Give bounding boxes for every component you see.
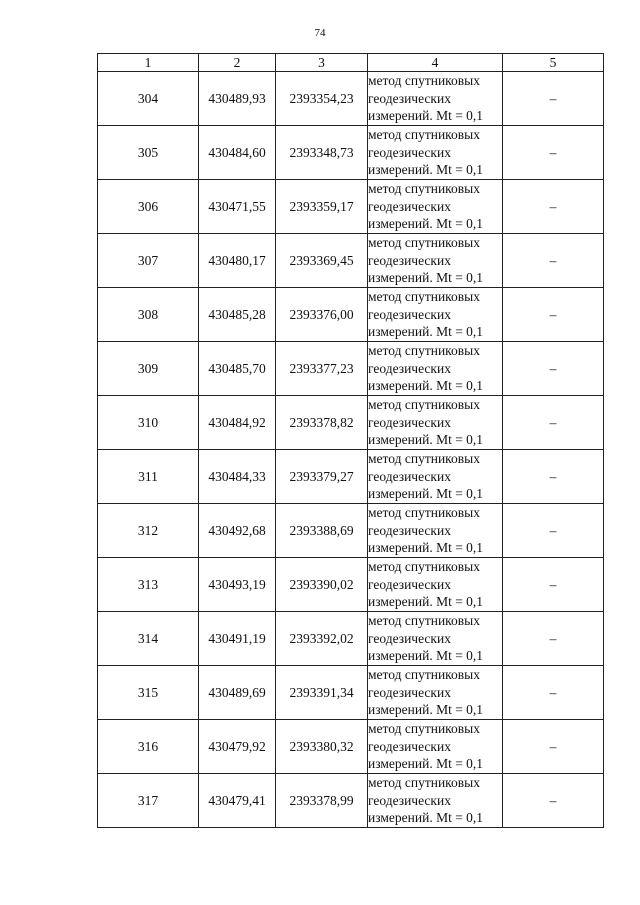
method-line: измерений. Mt = 0,1	[368, 486, 484, 502]
method-line: метод спутниковых	[368, 73, 480, 89]
method-cell	[368, 180, 503, 234]
note-cell: –	[503, 342, 604, 396]
x-coordinate-cell: 430489,93	[199, 72, 276, 126]
x-coordinate-cell: 430485,28	[199, 288, 276, 342]
coordinates-table	[97, 53, 604, 828]
method-line: измерений. Mt = 0,1	[368, 810, 484, 826]
method-line: измерений. Mt = 0,1	[368, 648, 484, 664]
y-coordinate-cell: 2393380,32	[276, 720, 368, 774]
point-number-cell: 312	[98, 504, 199, 558]
method-cell	[368, 342, 503, 396]
y-coordinate-cell: 2393354,23	[276, 72, 368, 126]
x-coordinate-cell: 430479,41	[199, 774, 276, 828]
table-row	[98, 558, 604, 612]
point-number-cell: 308	[98, 288, 199, 342]
note-cell: –	[503, 720, 604, 774]
method-cell	[368, 666, 503, 720]
note-cell: –	[503, 504, 604, 558]
header-col-4: 4	[368, 54, 503, 72]
table-row	[98, 72, 604, 126]
y-coordinate-cell: 2393376,00	[276, 288, 368, 342]
method-line: метод спутниковых	[368, 235, 480, 251]
method-line: метод спутниковых	[368, 289, 480, 305]
method-line: геодезических	[368, 360, 451, 376]
method-line: измерений. Mt = 0,1	[368, 594, 484, 610]
method-line: измерений. Mt = 0,1	[368, 378, 484, 394]
point-number-cell: 310	[98, 396, 199, 450]
x-coordinate-cell: 430493,19	[199, 558, 276, 612]
x-coordinate-cell: 430489,69	[199, 666, 276, 720]
table-row	[98, 234, 604, 288]
point-number-cell: 313	[98, 558, 199, 612]
method-cell	[368, 558, 503, 612]
note-cell: –	[503, 180, 604, 234]
point-number-cell: 307	[98, 234, 199, 288]
point-number-cell: 314	[98, 612, 199, 666]
y-coordinate-cell: 2393379,27	[276, 450, 368, 504]
y-coordinate-cell: 2393348,73	[276, 126, 368, 180]
table-body	[98, 72, 604, 828]
x-coordinate-cell: 430491,19	[199, 612, 276, 666]
point-number-cell: 309	[98, 342, 199, 396]
method-line: измерений. Mt = 0,1	[368, 162, 484, 178]
method-line: геодезических	[368, 90, 451, 106]
table-row	[98, 666, 604, 720]
table-row	[98, 288, 604, 342]
method-line: измерений. Mt = 0,1	[368, 108, 484, 124]
table-row	[98, 774, 604, 828]
x-coordinate-cell: 430484,92	[199, 396, 276, 450]
method-line: геодезических	[368, 414, 451, 430]
method-line: измерений. Mt = 0,1	[368, 216, 484, 232]
y-coordinate-cell: 2393388,69	[276, 504, 368, 558]
x-coordinate-cell: 430480,17	[199, 234, 276, 288]
method-line: метод спутниковых	[368, 343, 480, 359]
method-line: метод спутниковых	[368, 505, 480, 521]
method-line: метод спутниковых	[368, 397, 480, 413]
y-coordinate-cell: 2393392,02	[276, 612, 368, 666]
method-line: геодезических	[368, 684, 451, 700]
table-row	[98, 450, 604, 504]
point-number-cell: 317	[98, 774, 199, 828]
table-row	[98, 342, 604, 396]
method-cell	[368, 450, 503, 504]
note-cell: –	[503, 612, 604, 666]
header-col-3: 3	[276, 54, 368, 72]
note-cell: –	[503, 666, 604, 720]
method-cell	[368, 612, 503, 666]
page-number: 74	[314, 27, 326, 39]
x-coordinate-cell: 430479,92	[199, 720, 276, 774]
table-row	[98, 504, 604, 558]
header-col-5: 5	[503, 54, 604, 72]
method-line: метод спутниковых	[368, 181, 480, 197]
method-line: геодезических	[368, 252, 451, 268]
note-cell: –	[503, 558, 604, 612]
method-line: геодезических	[368, 198, 451, 214]
table-row	[98, 396, 604, 450]
method-line: геодезических	[368, 468, 451, 484]
note-cell: –	[503, 774, 604, 828]
method-line: геодезических	[368, 792, 451, 808]
method-line: метод спутниковых	[368, 451, 480, 467]
method-cell	[368, 774, 503, 828]
y-coordinate-cell: 2393390,02	[276, 558, 368, 612]
note-cell: –	[503, 234, 604, 288]
table-row	[98, 720, 604, 774]
method-cell	[368, 234, 503, 288]
method-line: метод спутниковых	[368, 613, 480, 629]
point-number-cell: 306	[98, 180, 199, 234]
x-coordinate-cell: 430484,33	[199, 450, 276, 504]
method-line: измерений. Mt = 0,1	[368, 324, 484, 340]
method-line: измерений. Mt = 0,1	[368, 540, 484, 556]
method-line: измерений. Mt = 0,1	[368, 270, 484, 286]
method-line: метод спутниковых	[368, 559, 480, 575]
x-coordinate-cell: 430471,55	[199, 180, 276, 234]
x-coordinate-cell: 430492,68	[199, 504, 276, 558]
point-number-cell: 311	[98, 450, 199, 504]
method-line: геодезических	[368, 630, 451, 646]
y-coordinate-cell: 2393378,82	[276, 396, 368, 450]
x-coordinate-cell: 430484,60	[199, 126, 276, 180]
header-row	[98, 54, 604, 72]
point-number-cell: 305	[98, 126, 199, 180]
point-number-cell: 315	[98, 666, 199, 720]
method-cell	[368, 288, 503, 342]
table-row	[98, 126, 604, 180]
note-cell: –	[503, 288, 604, 342]
method-cell	[368, 720, 503, 774]
note-cell: –	[503, 396, 604, 450]
table-row	[98, 180, 604, 234]
table-row	[98, 612, 604, 666]
y-coordinate-cell: 2393391,34	[276, 666, 368, 720]
header-col-1: 1	[98, 54, 199, 72]
note-cell: –	[503, 450, 604, 504]
method-cell	[368, 126, 503, 180]
table-header	[98, 54, 604, 72]
y-coordinate-cell: 2393359,17	[276, 180, 368, 234]
point-number-cell: 304	[98, 72, 199, 126]
header-col-2: 2	[199, 54, 276, 72]
method-line: метод спутниковых	[368, 775, 480, 791]
y-coordinate-cell: 2393369,45	[276, 234, 368, 288]
method-line: измерений. Mt = 0,1	[368, 432, 484, 448]
y-coordinate-cell: 2393377,23	[276, 342, 368, 396]
method-line: геодезических	[368, 522, 451, 538]
method-cell	[368, 504, 503, 558]
point-number-cell: 316	[98, 720, 199, 774]
method-line: геодезических	[368, 144, 451, 160]
method-line: метод спутниковых	[368, 721, 480, 737]
y-coordinate-cell: 2393378,99	[276, 774, 368, 828]
method-line: метод спутниковых	[368, 667, 480, 683]
note-cell: –	[503, 126, 604, 180]
method-cell	[368, 396, 503, 450]
method-line: измерений. Mt = 0,1	[368, 756, 484, 772]
note-cell: –	[503, 72, 604, 126]
method-line: геодезических	[368, 576, 451, 592]
method-line: геодезических	[368, 738, 451, 754]
method-line: метод спутниковых	[368, 127, 480, 143]
method-line: измерений. Mt = 0,1	[368, 702, 484, 718]
method-line: геодезических	[368, 306, 451, 322]
x-coordinate-cell: 430485,70	[199, 342, 276, 396]
method-cell	[368, 72, 503, 126]
